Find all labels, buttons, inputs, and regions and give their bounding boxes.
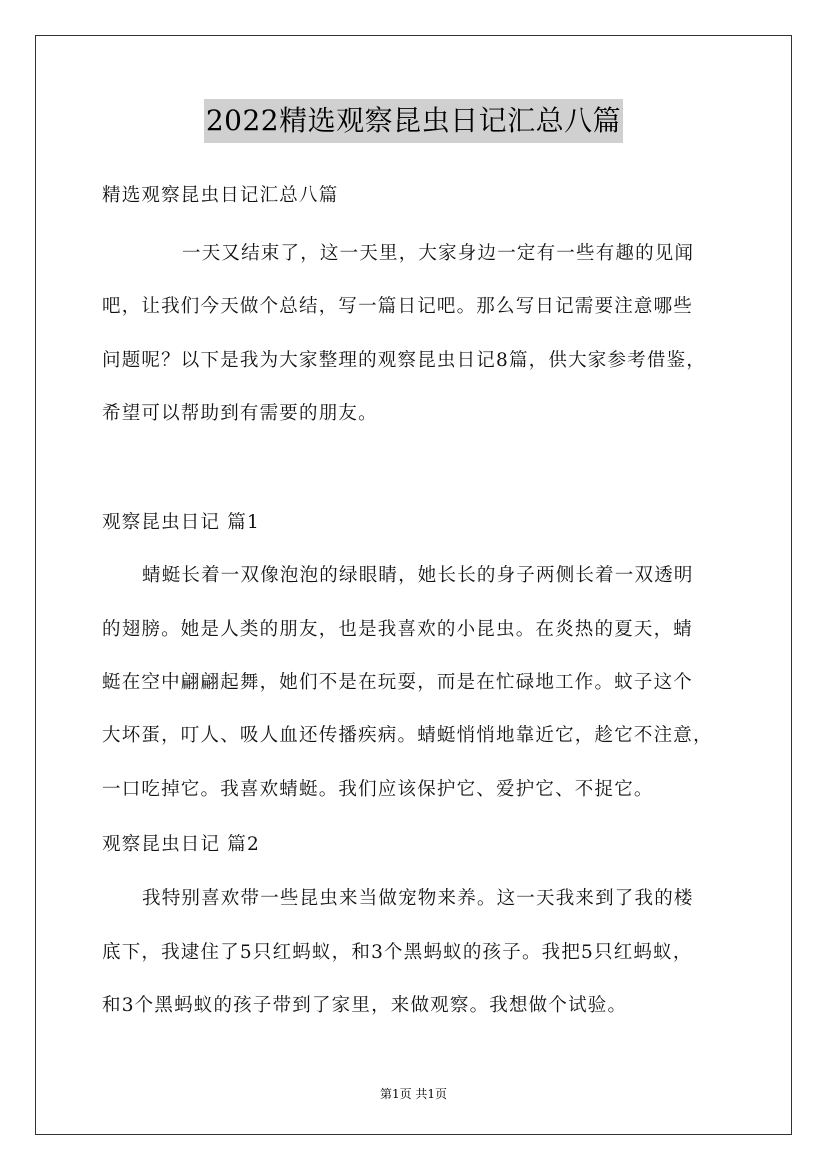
section-heading: 观察昆虫日记 篇2 (102, 834, 260, 855)
paragraph-line: 我特别喜欢带一些昆虫来当做宠物来养。这一天我来到了我的楼 (142, 888, 694, 909)
document-title: 2022精选观察昆虫日记汇总八篇 (204, 99, 623, 143)
intro-line: 问题呢？以下是我为大家整理的观察昆虫日记8篇，供大家参考借鉴， (102, 350, 706, 371)
document-subtitle: 精选观察昆虫日记汇总八篇 (102, 185, 339, 206)
section-heading: 观察昆虫日记 篇1 (102, 512, 260, 533)
intro-line: 希望可以帮助到有需要的朋友。 (102, 403, 378, 424)
intro-line: 吧，让我们今天做个总结，写一篇日记吧。那么写日记需要注意哪些 (102, 296, 694, 317)
paragraph-line: 蜓在空中翩翩起舞，她们不是在玩耍，而是在忙碌地工作。蚊子这个 (102, 672, 694, 693)
paragraph-line: 蜻蜓长着一双像泡泡的绿眼睛，她长长的身子两侧长着一双透明 (142, 565, 694, 586)
paragraph-line: 底下，我逮住了5只红蚂蚁，和3个黑蚂蚁的孩子。我把5只红蚂蚁， (102, 942, 693, 963)
intro-line: 一天又结束了，这一天里，大家身边一定有一些有趣的见闻 (182, 243, 695, 264)
page-footer: 第1页 共1页 (379, 1087, 448, 1101)
paragraph-line: 的翅膀。她是人类的朋友，也是我喜欢的小昆虫。在炎热的夏天，蜻 (102, 619, 694, 640)
paragraph-line: 大坏蛋，叮人、吸人血还传播疾病。蜻蜓悄悄地靠近它，趁它不注意， (102, 725, 713, 746)
paragraph-line: 一口吃掉它。我喜欢蜻蜓。我们应该保护它、爱护它、不捉它。 (102, 779, 654, 800)
paragraph-line: 和3个黑蚂蚁的孩子带到了家里，来做观察。我想做个试验。 (102, 995, 628, 1016)
